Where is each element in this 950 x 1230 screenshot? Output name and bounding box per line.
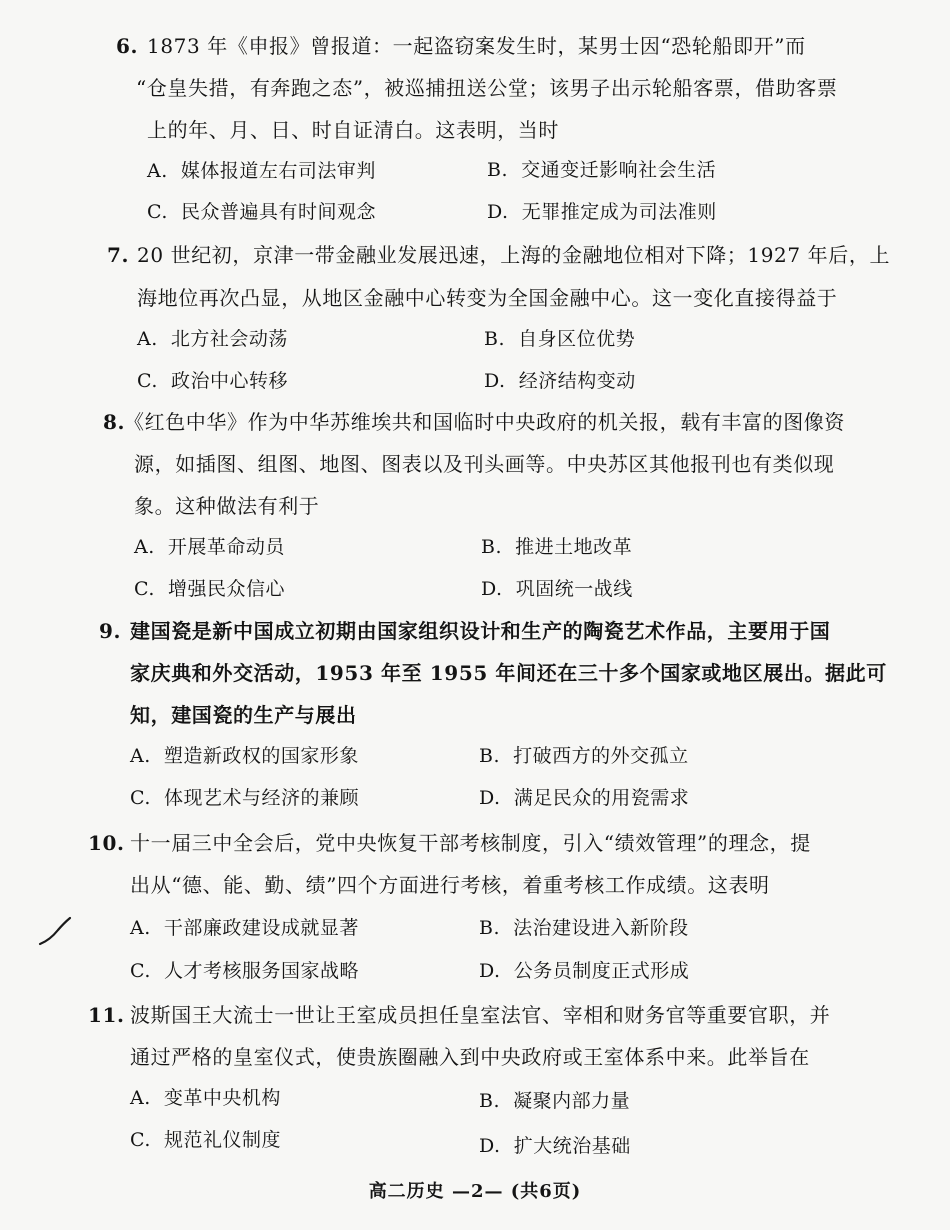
question-text-line: 《红色中华》作为中华苏维埃共和国临时中央政府的机关报，载有丰富的图像资 bbox=[124, 410, 845, 434]
question-text-line: 知，建国瓷的生产与展出 bbox=[130, 703, 357, 727]
pen-mark-icon bbox=[36, 914, 76, 950]
question-text-line: 通过严格的皇室仪式，使贵族圈融入到中央政府或王室体系中来。此举旨在 bbox=[130, 1045, 810, 1069]
question-number: 10. bbox=[88, 831, 125, 855]
question-text-line: 海地位再次凸显，从地区金融中心转变为全国金融中心。这一变化直接得益于 bbox=[137, 286, 838, 310]
option-c: C. 政治中心转移 bbox=[137, 370, 289, 392]
option-b: B. 交通变迁影响社会生活 bbox=[487, 159, 717, 181]
option-c: C. 增强民众信心 bbox=[134, 578, 286, 600]
option-b: B. 法治建设进入新阶段 bbox=[479, 917, 689, 939]
option-d: D. 无罪推定成为司法准则 bbox=[487, 201, 717, 223]
question-text-line: 上的年、月、日、时自证清白。这表明，当时 bbox=[147, 118, 559, 142]
question-text-line: 源，如插图、组图、地图、图表以及刊头画等。中央苏区其他报刊也有类似现 bbox=[134, 452, 835, 476]
question-number: 6. bbox=[116, 34, 139, 58]
question-text-line: 十一届三中全会后，党中央恢复干部考核制度，引入“绩效管理”的理念，提 bbox=[130, 831, 811, 855]
option-a: A. 塑造新政权的国家形象 bbox=[130, 745, 359, 767]
option-c: C. 体现艺术与经济的兼顾 bbox=[130, 787, 360, 809]
option-a: A. 媒体报道左右司法审判 bbox=[147, 160, 376, 182]
question-text-line: 象。这种做法有利于 bbox=[134, 494, 320, 518]
question-number: 9. bbox=[99, 619, 122, 643]
option-c: C. 人才考核服务国家战略 bbox=[130, 960, 360, 982]
option-b: B. 推进土地改革 bbox=[481, 536, 633, 558]
option-c: C. 规范礼仪制度 bbox=[130, 1129, 282, 1151]
option-b: B. 自身区位优势 bbox=[484, 328, 636, 350]
option-d: D. 公务员制度正式形成 bbox=[479, 960, 690, 982]
question-text-line: 1873 年《申报》曾报道：一起盗窃案发生时，某男士因“恐轮船即开”而 bbox=[147, 34, 806, 58]
question-text-line: 家庆典和外交活动，1953 年至 1955 年间还在三十多个国家或地区展出。据此可 bbox=[130, 661, 887, 685]
option-a: A. 干部廉政建设成就显著 bbox=[130, 917, 359, 939]
page-footer: 高二历史 —2— (共6页) bbox=[368, 1181, 582, 1202]
question-text-line: 波斯国王大流士一世让王室成员担任皇室法官、宰相和财务官等重要官职，并 bbox=[130, 1003, 831, 1027]
question-text-line: “仓皇失措，有奔跑之态”，被巡捕扭送公堂；该男子出示轮船客票，借助客票 bbox=[136, 76, 838, 100]
question-text-line: 建国瓷是新中国成立初期由国家组织设计和生产的陶瓷艺术作品，主要用于国 bbox=[130, 619, 831, 643]
question-text-line: 20 世纪初，京津一带金融业发展迅速，上海的金融地位相对下降；1927 年后，上 bbox=[137, 243, 891, 267]
option-d: D. 巩固统一战线 bbox=[481, 578, 633, 600]
option-d: D. 扩大统治基础 bbox=[479, 1135, 631, 1157]
question-number: 8. bbox=[103, 410, 126, 434]
question-number: 11. bbox=[88, 1003, 125, 1027]
question-number: 7. bbox=[107, 243, 130, 267]
option-c: C. 民众普遍具有时间观念 bbox=[147, 201, 377, 223]
option-a: A. 开展革命动员 bbox=[134, 536, 285, 558]
option-a: A. 北方社会动荡 bbox=[137, 328, 288, 350]
option-d: D. 经济结构变动 bbox=[484, 370, 636, 392]
option-b: B. 打破西方的外交孤立 bbox=[479, 745, 689, 767]
option-d: D. 满足民众的用瓷需求 bbox=[479, 787, 690, 809]
option-a: A. 变革中央机构 bbox=[130, 1087, 281, 1109]
option-b: B. 凝聚内部力量 bbox=[479, 1090, 631, 1112]
question-text-line: 出从“德、能、勤、绩”四个方面进行考核，着重考核工作成绩。这表明 bbox=[130, 873, 770, 897]
